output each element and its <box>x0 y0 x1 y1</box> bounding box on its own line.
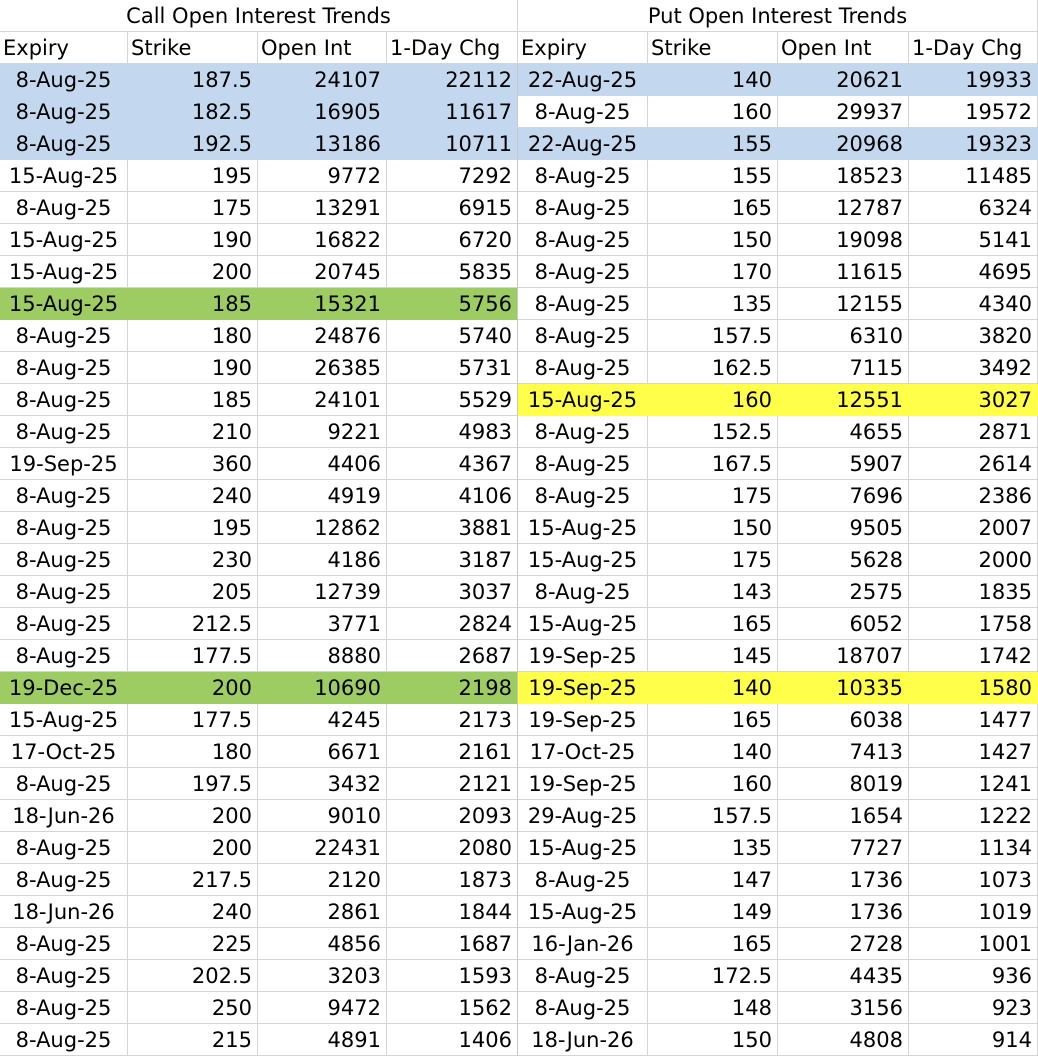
call-cell-expiry[interactable]: 8-Aug-25 <box>0 640 128 672</box>
put-cell-expiry[interactable]: 8-Aug-25 <box>518 864 648 896</box>
call-cell-strike[interactable]: 185 <box>128 288 258 320</box>
put-cell-strike[interactable]: 155 <box>648 160 778 192</box>
put-header-strike[interactable]: Strike <box>648 32 778 64</box>
call-cell-open-int[interactable]: 16905 <box>258 96 387 128</box>
put-cell-strike[interactable]: 157.5 <box>648 800 778 832</box>
table-row <box>0 160 1038 192</box>
put-cell-1-day-chg[interactable]: 5141 <box>909 224 1038 256</box>
put-cell-1-day-chg[interactable]: 2871 <box>909 416 1038 448</box>
call-cell-open-int[interactable]: 24876 <box>258 320 387 352</box>
call-cell-1-day-chg[interactable]: 4983 <box>387 416 518 448</box>
put-cell-strike[interactable]: 143 <box>648 576 778 608</box>
call-cell-strike[interactable]: 180 <box>128 320 258 352</box>
call-cell-strike[interactable]: 217.5 <box>128 864 258 896</box>
call-cell-expiry[interactable]: 8-Aug-25 <box>0 1024 128 1056</box>
call-cell-1-day-chg[interactable]: 10711 <box>387 128 518 160</box>
put-cell-strike[interactable]: 150 <box>648 224 778 256</box>
call-cell-expiry[interactable]: 19-Sep-25 <box>0 448 128 480</box>
put-cell-strike[interactable]: 167.5 <box>648 448 778 480</box>
put-cell-open-int[interactable]: 29937 <box>778 96 909 128</box>
call-cell-1-day-chg[interactable]: 1873 <box>387 864 518 896</box>
put-cell-open-int[interactable]: 12155 <box>778 288 909 320</box>
call-cell-open-int[interactable]: 4856 <box>258 928 387 960</box>
table-row <box>0 512 1038 544</box>
put-cell-open-int[interactable]: 12787 <box>778 192 909 224</box>
title-row <box>0 0 1038 32</box>
put-cell-expiry[interactable]: 8-Aug-25 <box>518 416 648 448</box>
call-cell-open-int[interactable]: 12862 <box>258 512 387 544</box>
put-cell-1-day-chg[interactable]: 914 <box>909 1024 1038 1056</box>
put-cell-1-day-chg[interactable]: 19323 <box>909 128 1038 160</box>
call-cell-open-int[interactable]: 4245 <box>258 704 387 736</box>
call-cell-expiry[interactable]: 15-Aug-25 <box>0 224 128 256</box>
call-cell-open-int[interactable]: 9221 <box>258 416 387 448</box>
table-row <box>0 256 1038 288</box>
call-cell-1-day-chg[interactable]: 2080 <box>387 832 518 864</box>
call-cell-expiry[interactable]: 8-Aug-25 <box>0 96 128 128</box>
put-cell-1-day-chg[interactable]: 1742 <box>909 640 1038 672</box>
call-cell-expiry[interactable]: 8-Aug-25 <box>0 192 128 224</box>
call-cell-1-day-chg[interactable]: 1593 <box>387 960 518 992</box>
put-cell-open-int[interactable]: 9505 <box>778 512 909 544</box>
call-header-1-day-chg[interactable]: 1-Day Chg <box>387 32 518 64</box>
put-cell-open-int[interactable]: 4655 <box>778 416 909 448</box>
put-cell-expiry[interactable]: 18-Jun-26 <box>518 1024 648 1056</box>
put-cell-expiry[interactable]: 15-Aug-25 <box>518 896 648 928</box>
put-cell-strike[interactable]: 155 <box>648 128 778 160</box>
call-cell-expiry[interactable]: 8-Aug-25 <box>0 832 128 864</box>
put-cell-open-int[interactable]: 12551 <box>778 384 909 416</box>
put-cell-open-int[interactable]: 3156 <box>778 992 909 1024</box>
put-cell-strike[interactable]: 150 <box>648 1024 778 1056</box>
call-cell-expiry[interactable]: 8-Aug-25 <box>0 512 128 544</box>
put-cell-strike[interactable]: 175 <box>648 480 778 512</box>
call-cell-strike[interactable]: 200 <box>128 800 258 832</box>
table-row <box>0 96 1038 128</box>
call-cell-open-int[interactable]: 22431 <box>258 832 387 864</box>
put-cell-open-int[interactable]: 18523 <box>778 160 909 192</box>
table-row <box>0 544 1038 576</box>
call-cell-1-day-chg[interactable]: 2173 <box>387 704 518 736</box>
table-row <box>0 960 1038 992</box>
put-cell-expiry[interactable]: 8-Aug-25 <box>518 256 648 288</box>
put-cell-1-day-chg[interactable]: 2386 <box>909 480 1038 512</box>
put-cell-1-day-chg[interactable]: 1222 <box>909 800 1038 832</box>
call-cell-1-day-chg[interactable]: 1406 <box>387 1024 518 1056</box>
call-cell-expiry[interactable]: 8-Aug-25 <box>0 768 128 800</box>
call-cell-strike[interactable]: 240 <box>128 480 258 512</box>
call-cell-strike[interactable]: 195 <box>128 512 258 544</box>
put-cell-1-day-chg[interactable]: 3820 <box>909 320 1038 352</box>
call-cell-strike[interactable]: 197.5 <box>128 768 258 800</box>
call-cell-open-int[interactable]: 26385 <box>258 352 387 384</box>
put-cell-1-day-chg[interactable]: 2007 <box>909 512 1038 544</box>
put-cell-strike[interactable]: 175 <box>648 544 778 576</box>
put-cell-expiry[interactable]: 8-Aug-25 <box>518 192 648 224</box>
call-cell-1-day-chg[interactable]: 3881 <box>387 512 518 544</box>
call-cell-strike[interactable]: 180 <box>128 736 258 768</box>
call-header-open-int[interactable]: Open Int <box>258 32 387 64</box>
put-cell-expiry[interactable]: 15-Aug-25 <box>518 512 648 544</box>
call-cell-open-int[interactable]: 8880 <box>258 640 387 672</box>
call-cell-expiry[interactable]: 8-Aug-25 <box>0 384 128 416</box>
call-cell-1-day-chg[interactable]: 5731 <box>387 352 518 384</box>
put-cell-open-int[interactable]: 18707 <box>778 640 909 672</box>
call-cell-1-day-chg[interactable]: 5740 <box>387 320 518 352</box>
call-cell-1-day-chg[interactable]: 2198 <box>387 672 518 704</box>
put-cell-expiry[interactable]: 16-Jan-26 <box>518 928 648 960</box>
put-cell-strike[interactable]: 140 <box>648 64 778 96</box>
put-cell-open-int[interactable]: 10335 <box>778 672 909 704</box>
call-cell-strike[interactable]: 177.5 <box>128 640 258 672</box>
put-cell-strike[interactable]: 165 <box>648 928 778 960</box>
put-cell-expiry[interactable]: 8-Aug-25 <box>518 352 648 384</box>
call-cell-1-day-chg[interactable]: 1687 <box>387 928 518 960</box>
call-cell-strike[interactable]: 212.5 <box>128 608 258 640</box>
call-cell-open-int[interactable]: 4406 <box>258 448 387 480</box>
put-cell-open-int[interactable]: 2728 <box>778 928 909 960</box>
call-cell-expiry[interactable]: 15-Aug-25 <box>0 160 128 192</box>
put-cell-open-int[interactable]: 5907 <box>778 448 909 480</box>
put-cell-open-int[interactable]: 8019 <box>778 768 909 800</box>
call-cell-open-int[interactable]: 12739 <box>258 576 387 608</box>
put-cell-1-day-chg[interactable]: 1835 <box>909 576 1038 608</box>
put-cell-expiry[interactable]: 8-Aug-25 <box>518 480 648 512</box>
call-cell-open-int[interactable]: 6671 <box>258 736 387 768</box>
call-cell-strike[interactable]: 215 <box>128 1024 258 1056</box>
call-cell-open-int[interactable]: 9472 <box>258 992 387 1024</box>
put-cell-open-int[interactable]: 1736 <box>778 864 909 896</box>
call-header-strike[interactable]: Strike <box>128 32 258 64</box>
call-cell-1-day-chg[interactable]: 5756 <box>387 288 518 320</box>
call-cell-strike[interactable]: 187.5 <box>128 64 258 96</box>
put-cell-expiry[interactable]: 8-Aug-25 <box>518 224 648 256</box>
call-cell-1-day-chg[interactable]: 4106 <box>387 480 518 512</box>
call-cell-strike[interactable]: 250 <box>128 992 258 1024</box>
call-cell-open-int[interactable]: 10690 <box>258 672 387 704</box>
table-row <box>0 480 1038 512</box>
call-header-expiry[interactable]: Expiry <box>0 32 128 64</box>
put-cell-open-int[interactable]: 4808 <box>778 1024 909 1056</box>
put-cell-strike[interactable]: 165 <box>648 192 778 224</box>
put-cell-1-day-chg[interactable]: 2614 <box>909 448 1038 480</box>
call-cell-expiry[interactable]: 8-Aug-25 <box>0 544 128 576</box>
call-cell-expiry[interactable]: 8-Aug-25 <box>0 352 128 384</box>
put-cell-1-day-chg[interactable]: 1001 <box>909 928 1038 960</box>
put-cell-open-int[interactable]: 20968 <box>778 128 909 160</box>
table-row <box>0 800 1038 832</box>
table-row <box>0 1024 1038 1056</box>
put-cell-strike[interactable]: 145 <box>648 640 778 672</box>
call-cell-strike[interactable]: 182.5 <box>128 96 258 128</box>
put-cell-strike[interactable]: 172.5 <box>648 960 778 992</box>
column-header-row <box>0 32 1038 64</box>
put-cell-expiry[interactable]: 8-Aug-25 <box>518 288 648 320</box>
call-cell-expiry[interactable]: 8-Aug-25 <box>0 864 128 896</box>
data-rows <box>0 64 1038 1056</box>
call-cell-1-day-chg[interactable]: 6720 <box>387 224 518 256</box>
table-row <box>0 224 1038 256</box>
table-row <box>0 640 1038 672</box>
put-header-expiry[interactable]: Expiry <box>518 32 648 64</box>
put-cell-expiry[interactable]: 15-Aug-25 <box>518 544 648 576</box>
put-cell-open-int[interactable]: 4435 <box>778 960 909 992</box>
call-cell-open-int[interactable]: 9772 <box>258 160 387 192</box>
table-row <box>0 192 1038 224</box>
put-cell-1-day-chg[interactable]: 1134 <box>909 832 1038 864</box>
put-cell-expiry[interactable]: 15-Aug-25 <box>518 384 648 416</box>
put-cell-expiry[interactable]: 8-Aug-25 <box>518 576 648 608</box>
call-cell-1-day-chg[interactable]: 3037 <box>387 576 518 608</box>
put-cell-1-day-chg[interactable]: 1758 <box>909 608 1038 640</box>
call-cell-open-int[interactable]: 4891 <box>258 1024 387 1056</box>
put-cell-strike[interactable]: 148 <box>648 992 778 1024</box>
call-cell-open-int[interactable]: 3771 <box>258 608 387 640</box>
call-cell-expiry[interactable]: 8-Aug-25 <box>0 608 128 640</box>
call-cell-strike[interactable]: 200 <box>128 672 258 704</box>
call-cell-open-int[interactable]: 24101 <box>258 384 387 416</box>
put-cell-open-int[interactable]: 1654 <box>778 800 909 832</box>
put-cell-strike[interactable]: 160 <box>648 384 778 416</box>
put-cell-1-day-chg[interactable]: 19933 <box>909 64 1038 96</box>
put-cell-strike[interactable]: 162.5 <box>648 352 778 384</box>
put-cell-expiry[interactable]: 8-Aug-25 <box>518 448 648 480</box>
call-cell-strike[interactable]: 210 <box>128 416 258 448</box>
put-cell-1-day-chg[interactable]: 11485 <box>909 160 1038 192</box>
call-cell-1-day-chg[interactable]: 5529 <box>387 384 518 416</box>
call-cell-strike[interactable]: 202.5 <box>128 960 258 992</box>
put-cell-1-day-chg[interactable]: 936 <box>909 960 1038 992</box>
call-cell-expiry[interactable]: 8-Aug-25 <box>0 960 128 992</box>
put-cell-expiry[interactable]: 29-Aug-25 <box>518 800 648 832</box>
call-cell-open-int[interactable]: 13291 <box>258 192 387 224</box>
put-cell-expiry[interactable]: 8-Aug-25 <box>518 160 648 192</box>
put-cell-1-day-chg[interactable]: 19572 <box>909 96 1038 128</box>
put-cell-1-day-chg[interactable]: 3492 <box>909 352 1038 384</box>
put-cell-expiry[interactable]: 15-Aug-25 <box>518 608 648 640</box>
call-cell-open-int[interactable]: 13186 <box>258 128 387 160</box>
table-row <box>0 416 1038 448</box>
put-cell-open-int[interactable]: 6310 <box>778 320 909 352</box>
call-cell-1-day-chg[interactable]: 1562 <box>387 992 518 1024</box>
table-row <box>0 320 1038 352</box>
call-cell-strike[interactable]: 190 <box>128 224 258 256</box>
call-cell-expiry[interactable]: 8-Aug-25 <box>0 320 128 352</box>
call-cell-expiry[interactable]: 8-Aug-25 <box>0 128 128 160</box>
call-cell-open-int[interactable]: 24107 <box>258 64 387 96</box>
call-cell-1-day-chg[interactable]: 2121 <box>387 768 518 800</box>
call-cell-expiry[interactable]: 8-Aug-25 <box>0 416 128 448</box>
table-row <box>0 704 1038 736</box>
table-row <box>0 352 1038 384</box>
put-cell-open-int[interactable]: 2575 <box>778 576 909 608</box>
put-cell-expiry[interactable]: 17-Oct-25 <box>518 736 648 768</box>
call-cell-strike[interactable]: 360 <box>128 448 258 480</box>
table-row <box>0 608 1038 640</box>
call-cell-1-day-chg[interactable]: 2824 <box>387 608 518 640</box>
call-cell-strike[interactable]: 192.5 <box>128 128 258 160</box>
table-row <box>0 448 1038 480</box>
call-cell-expiry[interactable]: 15-Aug-25 <box>0 288 128 320</box>
call-cell-open-int[interactable]: 4919 <box>258 480 387 512</box>
put-cell-open-int[interactable]: 7727 <box>778 832 909 864</box>
put-cell-strike[interactable]: 150 <box>648 512 778 544</box>
put-cell-expiry[interactable]: 8-Aug-25 <box>518 992 648 1024</box>
put-cell-expiry[interactable]: 22-Aug-25 <box>518 128 648 160</box>
put-cell-expiry[interactable]: 8-Aug-25 <box>518 960 648 992</box>
call-cell-expiry[interactable]: 8-Aug-25 <box>0 992 128 1024</box>
put-cell-open-int[interactable]: 6038 <box>778 704 909 736</box>
put-cell-1-day-chg[interactable]: 6324 <box>909 192 1038 224</box>
put-cell-expiry[interactable]: 22-Aug-25 <box>518 64 648 96</box>
call-cell-open-int[interactable]: 2861 <box>258 896 387 928</box>
put-cell-expiry[interactable]: 8-Aug-25 <box>518 96 648 128</box>
put-cell-expiry[interactable]: 15-Aug-25 <box>518 832 648 864</box>
call-cell-strike[interactable]: 200 <box>128 832 258 864</box>
call-cell-strike[interactable]: 195 <box>128 160 258 192</box>
call-cell-strike[interactable]: 225 <box>128 928 258 960</box>
call-cell-expiry[interactable]: 19-Dec-25 <box>0 672 128 704</box>
call-table-title[interactable]: Call Open Interest Trends <box>0 0 518 32</box>
put-cell-1-day-chg[interactable]: 1019 <box>909 896 1038 928</box>
put-cell-strike[interactable]: 147 <box>648 864 778 896</box>
put-cell-strike[interactable]: 135 <box>648 288 778 320</box>
put-cell-expiry[interactable]: 19-Sep-25 <box>518 704 648 736</box>
call-cell-open-int[interactable]: 20745 <box>258 256 387 288</box>
put-cell-expiry[interactable]: 8-Aug-25 <box>518 320 648 352</box>
put-cell-1-day-chg[interactable]: 4340 <box>909 288 1038 320</box>
put-cell-1-day-chg[interactable]: 1477 <box>909 704 1038 736</box>
put-cell-strike[interactable]: 160 <box>648 96 778 128</box>
put-header-1-day-chg[interactable]: 1-Day Chg <box>909 32 1038 64</box>
call-cell-open-int[interactable]: 9010 <box>258 800 387 832</box>
call-cell-strike[interactable]: 175 <box>128 192 258 224</box>
call-cell-open-int[interactable]: 3203 <box>258 960 387 992</box>
put-cell-1-day-chg[interactable]: 1073 <box>909 864 1038 896</box>
call-cell-strike[interactable]: 200 <box>128 256 258 288</box>
put-cell-strike[interactable]: 135 <box>648 832 778 864</box>
put-cell-1-day-chg[interactable]: 1427 <box>909 736 1038 768</box>
table-row <box>0 832 1038 864</box>
put-cell-strike[interactable]: 152.5 <box>648 416 778 448</box>
put-cell-open-int[interactable]: 7696 <box>778 480 909 512</box>
table-row <box>0 128 1038 160</box>
put-cell-strike[interactable]: 140 <box>648 672 778 704</box>
call-cell-open-int[interactable]: 2120 <box>258 864 387 896</box>
call-cell-strike[interactable]: 240 <box>128 896 258 928</box>
table-row <box>0 64 1038 96</box>
call-cell-expiry[interactable]: 8-Aug-25 <box>0 480 128 512</box>
put-cell-open-int[interactable]: 7413 <box>778 736 909 768</box>
call-cell-expiry[interactable]: 8-Aug-25 <box>0 928 128 960</box>
call-cell-strike[interactable]: 230 <box>128 544 258 576</box>
put-cell-strike[interactable]: 165 <box>648 704 778 736</box>
put-header-open-int[interactable]: Open Int <box>778 32 909 64</box>
put-table-title[interactable]: Put Open Interest Trends <box>518 0 1038 32</box>
call-cell-open-int[interactable]: 3432 <box>258 768 387 800</box>
put-cell-open-int[interactable]: 11615 <box>778 256 909 288</box>
put-cell-open-int[interactable]: 7115 <box>778 352 909 384</box>
table-row <box>0 576 1038 608</box>
call-cell-1-day-chg[interactable]: 5835 <box>387 256 518 288</box>
put-cell-open-int[interactable]: 6052 <box>778 608 909 640</box>
call-cell-open-int[interactable]: 15321 <box>258 288 387 320</box>
put-cell-strike[interactable]: 157.5 <box>648 320 778 352</box>
call-cell-open-int[interactable]: 16822 <box>258 224 387 256</box>
put-cell-open-int[interactable]: 5628 <box>778 544 909 576</box>
call-cell-expiry[interactable]: 8-Aug-25 <box>0 576 128 608</box>
table-row <box>0 864 1038 896</box>
table-row <box>0 288 1038 320</box>
put-cell-strike[interactable]: 170 <box>648 256 778 288</box>
put-cell-1-day-chg[interactable]: 2000 <box>909 544 1038 576</box>
call-cell-expiry[interactable]: 8-Aug-25 <box>0 64 128 96</box>
call-cell-strike[interactable]: 185 <box>128 384 258 416</box>
put-cell-1-day-chg[interactable]: 923 <box>909 992 1038 1024</box>
call-cell-expiry[interactable]: 18-Jun-26 <box>0 800 128 832</box>
table-row <box>0 896 1038 928</box>
call-cell-1-day-chg[interactable]: 2161 <box>387 736 518 768</box>
put-cell-strike[interactable]: 149 <box>648 896 778 928</box>
call-cell-1-day-chg[interactable]: 1844 <box>387 896 518 928</box>
table-row <box>0 384 1038 416</box>
put-cell-expiry[interactable]: 19-Sep-25 <box>518 640 648 672</box>
call-cell-1-day-chg[interactable]: 3187 <box>387 544 518 576</box>
call-cell-strike[interactable]: 177.5 <box>128 704 258 736</box>
call-cell-1-day-chg[interactable]: 7292 <box>387 160 518 192</box>
call-cell-expiry[interactable]: 15-Aug-25 <box>0 256 128 288</box>
put-cell-expiry[interactable]: 19-Sep-25 <box>518 672 648 704</box>
table-row <box>0 672 1038 704</box>
table-row <box>0 992 1038 1024</box>
put-cell-1-day-chg[interactable]: 3027 <box>909 384 1038 416</box>
call-cell-expiry[interactable]: 18-Jun-26 <box>0 896 128 928</box>
put-cell-1-day-chg[interactable]: 1580 <box>909 672 1038 704</box>
call-cell-strike[interactable]: 190 <box>128 352 258 384</box>
call-cell-1-day-chg[interactable]: 2687 <box>387 640 518 672</box>
call-cell-open-int[interactable]: 4186 <box>258 544 387 576</box>
call-cell-expiry[interactable]: 15-Aug-25 <box>0 704 128 736</box>
call-cell-1-day-chg[interactable]: 2093 <box>387 800 518 832</box>
call-cell-1-day-chg[interactable]: 6915 <box>387 192 518 224</box>
call-cell-1-day-chg[interactable]: 22112 <box>387 64 518 96</box>
table-row <box>0 768 1038 800</box>
table-row <box>0 928 1038 960</box>
put-cell-strike[interactable]: 165 <box>648 608 778 640</box>
put-cell-open-int[interactable]: 19098 <box>778 224 909 256</box>
put-cell-open-int[interactable]: 1736 <box>778 896 909 928</box>
call-cell-strike[interactable]: 205 <box>128 576 258 608</box>
put-cell-open-int[interactable]: 20621 <box>778 64 909 96</box>
call-cell-1-day-chg[interactable]: 11617 <box>387 96 518 128</box>
put-cell-strike[interactable]: 140 <box>648 736 778 768</box>
put-cell-strike[interactable]: 160 <box>648 768 778 800</box>
table-row <box>0 736 1038 768</box>
put-cell-1-day-chg[interactable]: 4695 <box>909 256 1038 288</box>
put-cell-expiry[interactable]: 19-Sep-25 <box>518 768 648 800</box>
put-cell-1-day-chg[interactable]: 1241 <box>909 768 1038 800</box>
call-cell-1-day-chg[interactable]: 4367 <box>387 448 518 480</box>
call-cell-expiry[interactable]: 17-Oct-25 <box>0 736 128 768</box>
